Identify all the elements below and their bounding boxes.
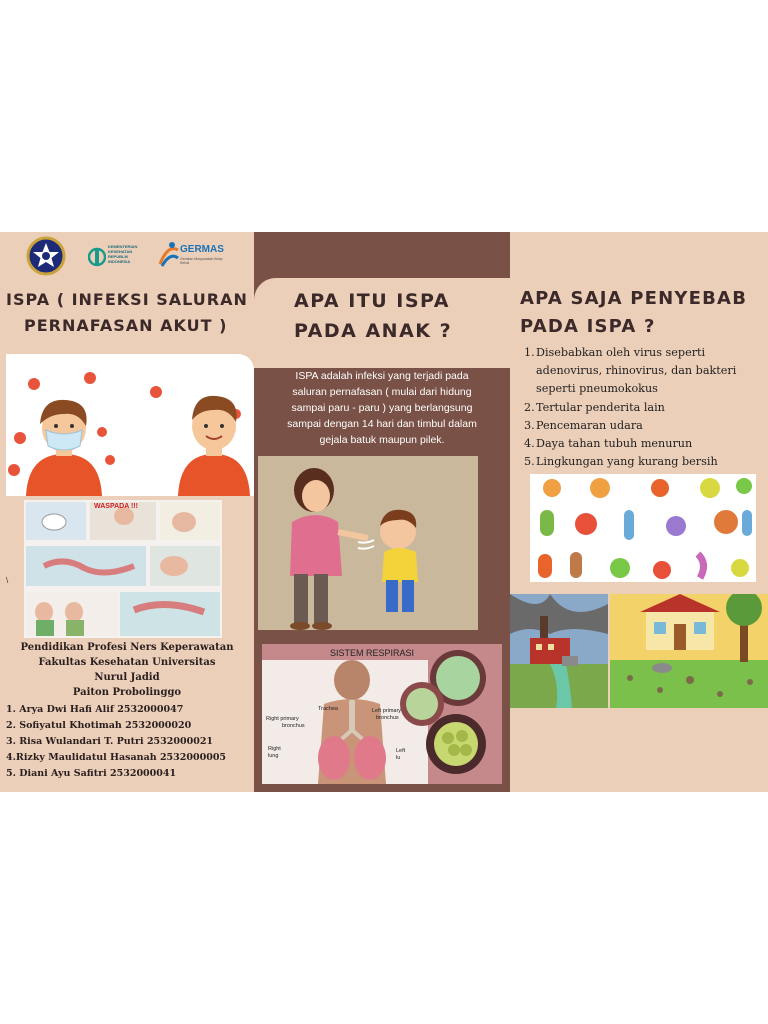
cause-item xyxy=(524,417,768,435)
panel-right xyxy=(510,232,768,792)
panel2-title-line2: PADA ANAK ? xyxy=(294,320,453,342)
kemenkes-text-line: KEMENTERIAN xyxy=(108,244,138,249)
definition-line: saluran pernafasan ( mulai dari hidung xyxy=(292,386,472,398)
cause-item xyxy=(524,453,768,471)
causes-list xyxy=(524,344,768,471)
cause-text-line: adenovirus, rhinovirus, dan bakteri xyxy=(536,364,737,378)
label-left-bronchus-1: Left primary xyxy=(372,708,402,714)
institution-line: Paiton Probolinggo xyxy=(72,687,182,698)
label-left-bronchus-2: bronchus xyxy=(376,715,399,721)
label-left-lung-2: lu xyxy=(396,755,401,761)
kemenkes-text-line: REPUBLIK xyxy=(108,254,129,259)
cause-number: 4. xyxy=(524,437,535,451)
cause-number: 1. xyxy=(524,346,535,359)
definition-line: sampai dengan 14 hari dan timbul dalam xyxy=(287,418,477,430)
pollution-illustration xyxy=(510,594,608,708)
cause-number: 2. xyxy=(524,400,535,414)
panel-left xyxy=(0,232,254,792)
institution-line: Fakultas Kesehatan Universitas xyxy=(38,657,216,668)
panel3-title-line2: PADA ISPA ? xyxy=(520,316,656,337)
member-item: 4.Rizky Maulidatul Hasanah 2532000005 xyxy=(6,752,227,763)
panel2-title-line1: APA ITU ISPA xyxy=(294,290,450,312)
cause-item xyxy=(524,399,768,417)
label-right-lung-1: Right xyxy=(268,746,281,752)
comic-warning-label: WASPADA !!! xyxy=(94,503,138,510)
respiratory-drawing xyxy=(262,644,502,784)
label-left-lung-1: Left xyxy=(396,748,406,754)
children-virus-drawing xyxy=(6,354,254,496)
germas-logo xyxy=(158,238,228,270)
members-list xyxy=(6,702,226,782)
definition-line: ISPA adalah infeksi yang terjadi pada xyxy=(295,370,469,382)
cause-item xyxy=(524,344,768,399)
definition-line: sampai paru - paru ) yang berlangsung xyxy=(291,402,473,414)
institution-line: Pendidikan Profesi Ners Keperawatan xyxy=(20,642,234,653)
member-item: 2. Sofiyatul Khotimah 2532000020 xyxy=(6,720,192,731)
germas-subtitle: Gerakan Masyarakat Hidup Sehat xyxy=(180,257,223,265)
cause-text-line: Pencemaran udara xyxy=(536,418,643,432)
cause-text-line: Tertular penderita lain xyxy=(536,400,665,414)
label-right-bronchus-1: Right primary xyxy=(266,716,299,722)
diagram-title: SISTEM RESPIRASI xyxy=(330,648,415,658)
kemenkes-text-line: INDONESIA xyxy=(108,259,131,264)
member-item: 3. Risa Wulandari T. Putri 2532000021 xyxy=(6,736,214,747)
cause-text-line: Disebabkan oleh virus seperti xyxy=(536,346,706,359)
germas-title: GERMAS xyxy=(180,244,224,255)
panel3-title-line1: APA SAJA PENYEBAB xyxy=(520,288,748,309)
children-virus-illustration xyxy=(6,354,254,496)
mother-child-illustration xyxy=(258,456,478,630)
cause-text-line: Lingkungan yang kurang bersih xyxy=(536,455,718,469)
respiratory-system-diagram xyxy=(262,644,502,784)
cause-text-line: Daya tahan tubuh menurun xyxy=(536,437,693,451)
mother-child-drawing xyxy=(258,456,478,630)
cause-number: 3. xyxy=(524,418,535,432)
definition-line: gejala batuk maupun pilek. xyxy=(319,434,445,446)
panel1-title-line2: PERNAFASAN AKUT ) xyxy=(24,316,228,335)
label-right-lung-2: lung xyxy=(268,753,279,759)
university-seal-icon xyxy=(24,236,68,276)
kemenkes-logo xyxy=(88,242,144,272)
panel-middle xyxy=(254,232,510,792)
comic-illustration xyxy=(24,500,222,638)
member-item: 1. Arya Dwi Hafi Alif 2532000047 xyxy=(6,704,184,715)
germas-figure-icon xyxy=(158,240,180,268)
pollution-drawing xyxy=(510,594,608,708)
member-item: 5. Diani Ayu Safitri 2532000041 xyxy=(6,768,177,779)
cause-text-line: seperti pneumokokus xyxy=(536,382,658,396)
dirty-environment-illustration xyxy=(610,594,768,708)
cause-number: 5. xyxy=(524,455,535,469)
kemenkes-text-line: KESEHATAN xyxy=(108,249,133,254)
comic-drawing xyxy=(24,500,222,638)
brochure xyxy=(0,232,768,792)
germs-illustration xyxy=(530,474,756,582)
label-right-bronchus-2: bronchus xyxy=(282,723,305,729)
institution-line: Nurul Jadid xyxy=(94,672,160,683)
stray-mark: \ xyxy=(6,576,9,585)
germs-drawing xyxy=(530,474,756,582)
ispa-definition xyxy=(254,368,510,448)
institution-block xyxy=(0,640,254,700)
label-trachea: Trachea xyxy=(318,706,338,712)
panel1-title-line1: ISPA ( INFEKSI SALURAN xyxy=(6,290,248,309)
cause-item xyxy=(524,435,768,453)
dirty-environment-drawing xyxy=(610,594,768,708)
kemenkes-emblem-icon xyxy=(88,244,106,270)
